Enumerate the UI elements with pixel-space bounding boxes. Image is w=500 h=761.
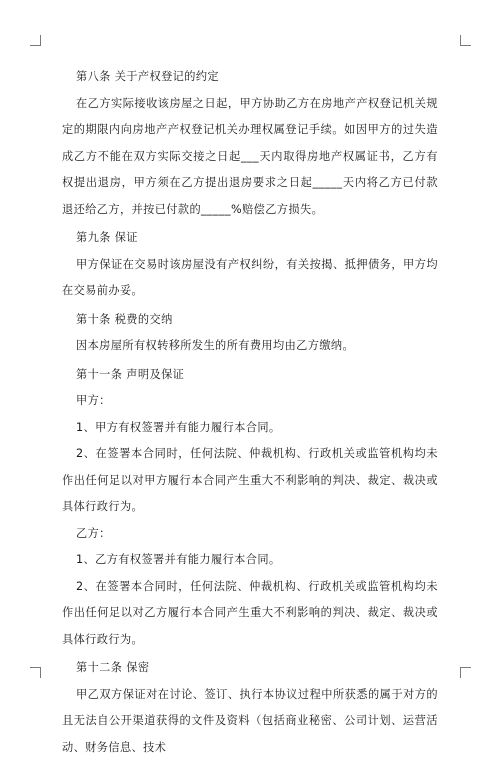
party-b-item-2: 2、在签署本合同时，任何法院、仲裁机构、行政机关或监管机构均未作出任何足以对乙方履行本合同产生重大不利影响的判决、裁定、裁决或具体行政行为。: [62, 574, 438, 654]
party-a-item-1: 1、甲方有权签署并有能力履行本合同。: [62, 415, 438, 442]
article-12-heading: 第十二条 保密: [62, 655, 438, 682]
party-b-item-1: 1、乙方有权签署并有能力履行本合同。: [62, 547, 438, 574]
article-10-text: 因本房屋所有权转移所发生的所有费用均由乙方缴纳。: [62, 333, 438, 360]
article-9-text: 甲方保证在交易时该房屋没有产权纠纷，有关按揭、抵押债务，甲方均在交易前办妥。: [62, 252, 438, 305]
article-8-heading: 第八条 关于产权登记的约定: [62, 64, 438, 91]
crop-mark-bottom-right: [460, 667, 471, 678]
crop-mark-top-left: [30, 35, 41, 46]
crop-mark-bottom-left: [30, 667, 41, 678]
crop-mark-top-right: [460, 35, 471, 46]
party-a-label: 甲方：: [62, 388, 438, 415]
party-a-item-2: 2、在签署本合同时，任何法院、仲裁机构、行政机关或监管机构均未作出任何足以对甲方履行本合同产生重大不利影响的判决、裁定、裁决或具体行政行为。: [62, 441, 438, 521]
article-12-text: 甲乙双方保证对在讨论、签订、执行本协议过程中所获悉的属于对方的且无法自公开渠道获得的文件及资料（包括商业秘密、公司计划、运营活动、财务信息、技术: [62, 682, 438, 761]
document-body: [62, 64, 438, 761]
article-8-text: 在乙方实际接收该房屋之日起，甲方协助乙方在房地产产权登记机关规定的期限内向房地产产权登记机关办理权属登记手续。如因甲方的过失造成乙方不能在双方实际交接之日起___天内取得房地产权属证书，乙方有权提出退房，甲方须在乙方提出退房要求之日起_____天内将乙方已付款退还给乙方，并按已付款的_____%赔偿乙方损失。: [62, 91, 438, 224]
article-9-heading: 第九条 保证: [62, 225, 438, 252]
article-10-heading: 第十条 税费的交纳: [62, 307, 438, 334]
party-b-label: 乙方：: [62, 521, 438, 548]
article-11-heading: 第十一条 声明及保证: [62, 362, 438, 389]
